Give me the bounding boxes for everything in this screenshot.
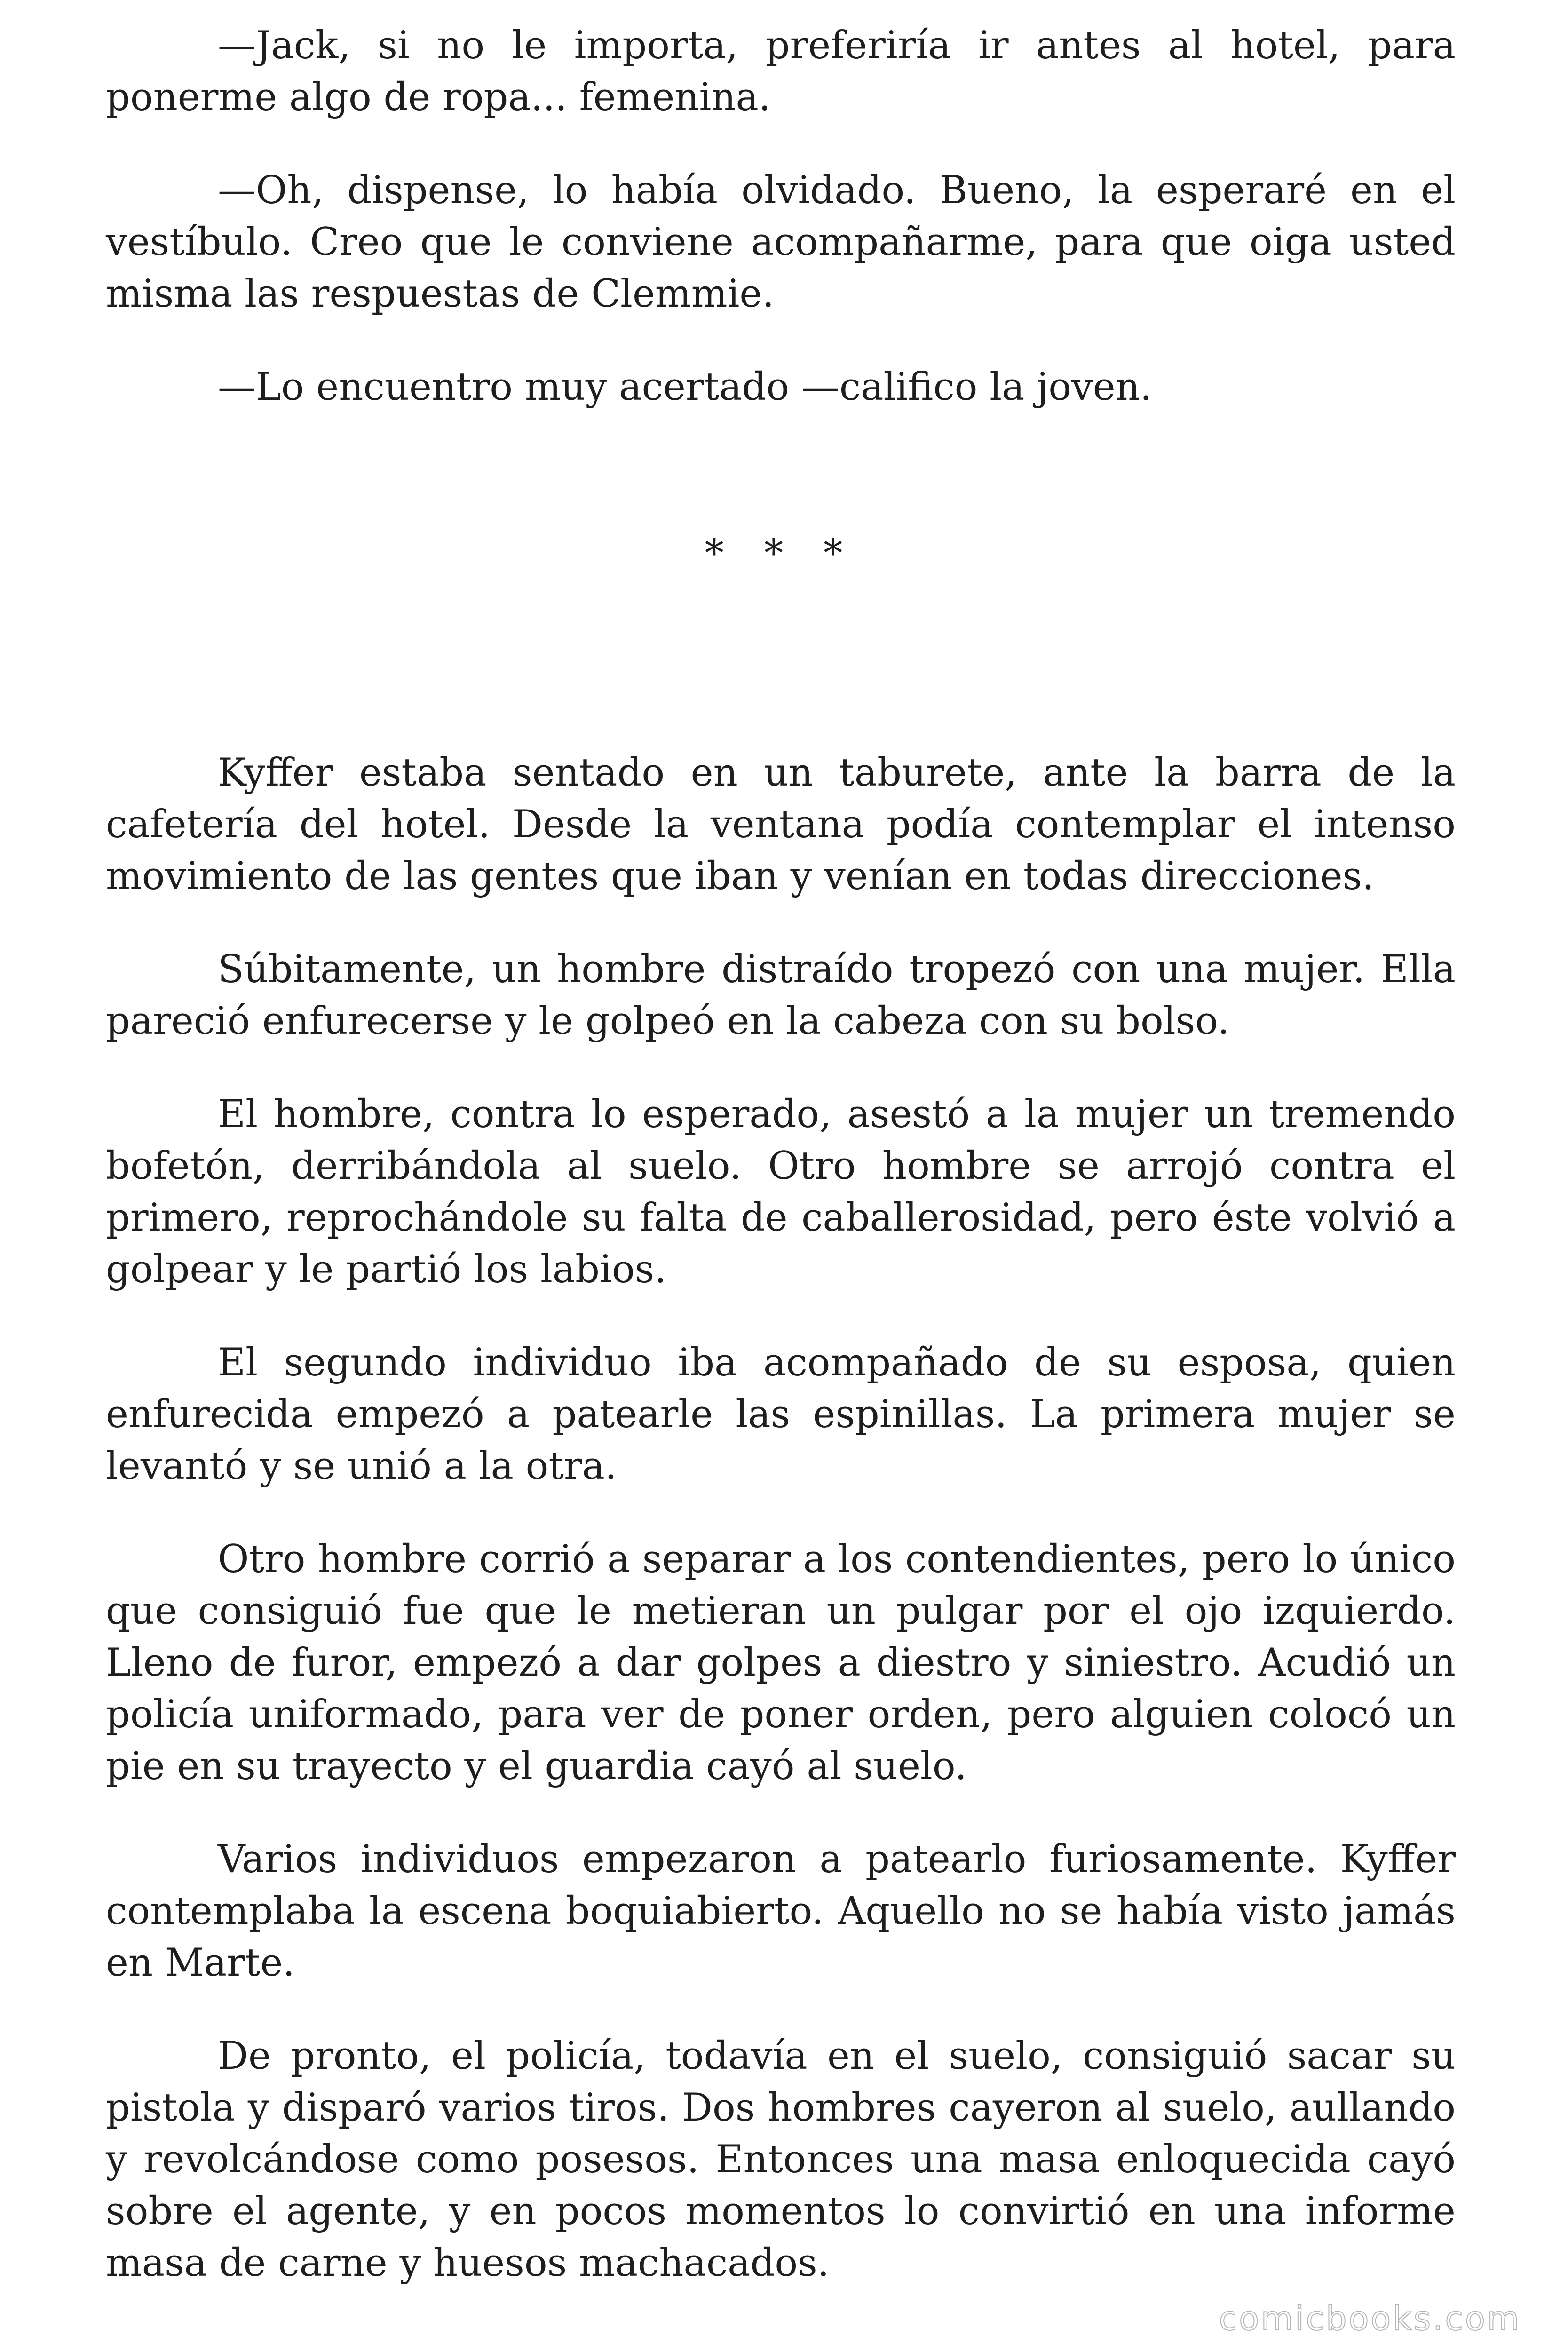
scene-break-separator: * * * bbox=[705, 532, 857, 576]
paragraph: Súbitamente, un hombre distraído tropezó con una mujer. Ella pareció enfurecerse y le golpeó en la cabeza con su bolso. bbox=[106, 947, 1456, 1043]
site-watermark: comicbooks.com bbox=[1219, 2299, 1521, 2338]
book-page bbox=[106, 0, 1456, 2352]
paragraph: Kyffer estaba sentado en un taburete, ante la barra de la cafetería del hotel. Desde la ventana podía contemplar el intenso movimiento de las gentes que iban y venían en todas direcciones. bbox=[106, 751, 1456, 898]
paragraph: —Oh, dispense, lo había olvidado. Bueno, la esperaré en el vestíbulo. Creo que le conviene acompañarme, para que oiga usted misma las respuestas de Clemmie. bbox=[106, 168, 1456, 316]
paragraph: El hombre, contra lo esperado, asestó a la mujer un tremendo bofetón, derribándola al suelo. Otro hombre se arrojó contra el primero, reprochándole su falta de caballerosidad, pero éste volvió a golpear y le partió los labios. bbox=[106, 1092, 1456, 1292]
paragraph: Otro hombre corrió a separar a los contendientes, pero lo único que consiguió fue que le metieran un pulgar por el ojo izquierdo. Lleno de furor, empezó a dar golpes a diestro y siniestro. Acudió un policía uniformado, para ver de poner orden, pero alguien colocó un pie en su trayecto y el guardia cayó al suelo. bbox=[106, 1537, 1456, 1788]
paragraph: —Lo encuentro muy acertado —califico la joven. bbox=[218, 365, 1152, 409]
paragraph: —Jack, si no le importa, preferiría ir antes al hotel, para ponerme algo de ropa... femenina. bbox=[106, 24, 1456, 119]
paragraph: Varios individuos empezaron a patearlo furiosamente. Kyffer contemplaba la escena boquiabierto. Aquello no se había visto jamás en Marte. bbox=[106, 1837, 1456, 1985]
paragraph: El segundo individuo iba acompañado de su esposa, quien enfurecida empezó a patearle las espinillas. La primera mujer se levantó y se unió a la otra. bbox=[106, 1341, 1456, 1488]
paragraph: De pronto, el policía, todavía en el suelo, consiguió sacar su pistola y disparó varios tiros. Dos hombres cayeron al suelo, aullando y revolcándose como posesos. Entonces una masa enloquecida cayó sobre el agente, y en pocos momentos lo convirtió en una informe masa de carne y huesos machacados. bbox=[106, 2034, 1456, 2285]
